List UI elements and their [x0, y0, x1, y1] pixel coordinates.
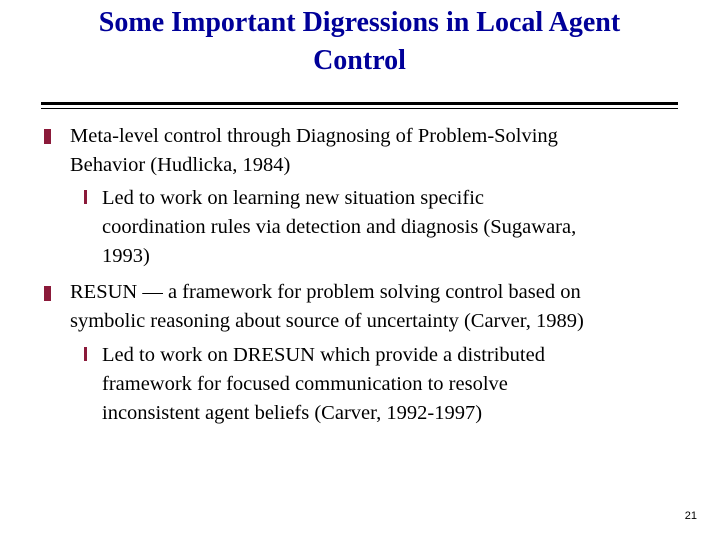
sub-bullet-marker-icon: [84, 347, 87, 361]
title-divider-thick: [41, 102, 678, 105]
bullet-item-2: [70, 278, 584, 336]
bullet-2-line-1: RESUN — a framework for problem solving control based on: [70, 281, 581, 303]
slide-title: [20, 4, 699, 80]
sub-bullet-1-line-1: Led to work on learning new situation specific: [102, 187, 484, 209]
title-line-1: Some Important Digressions in Local Agent: [98, 7, 621, 38]
sub-bullet-marker-icon: [84, 190, 87, 204]
bullet-item-1: [70, 122, 558, 180]
title-divider-thin: [41, 108, 678, 109]
sub-bullet-2-line-1: Led to work on DRESUN which provide a distributed: [102, 344, 545, 366]
bullet-2-line-2: symbolic reasoning about source of uncertainty (Carver, 1989): [70, 310, 584, 332]
sub-bullet-item-1: [102, 184, 576, 271]
sub-bullet-2-line-2: framework for focused communication to resolve: [102, 373, 508, 395]
page-number: 21: [684, 510, 697, 522]
bullet-1-line-2: Behavior (Hudlicka, 1984): [70, 154, 291, 176]
sub-bullet-item-2: [102, 341, 545, 428]
title-line-2: Control: [313, 45, 406, 76]
sub-bullet-1-line-2: coordination rules via detection and diagnosis (Sugawara,: [102, 216, 577, 238]
bullet-marker-icon: [44, 129, 51, 144]
sub-bullet-1-line-3: 1993): [102, 245, 150, 267]
bullet-marker-icon: [44, 286, 51, 301]
bullet-1-line-1: Meta-level control through Diagnosing of Problem-Solving: [70, 125, 558, 147]
sub-bullet-2-line-3: inconsistent agent beliefs (Carver, 1992-1997): [102, 402, 483, 424]
